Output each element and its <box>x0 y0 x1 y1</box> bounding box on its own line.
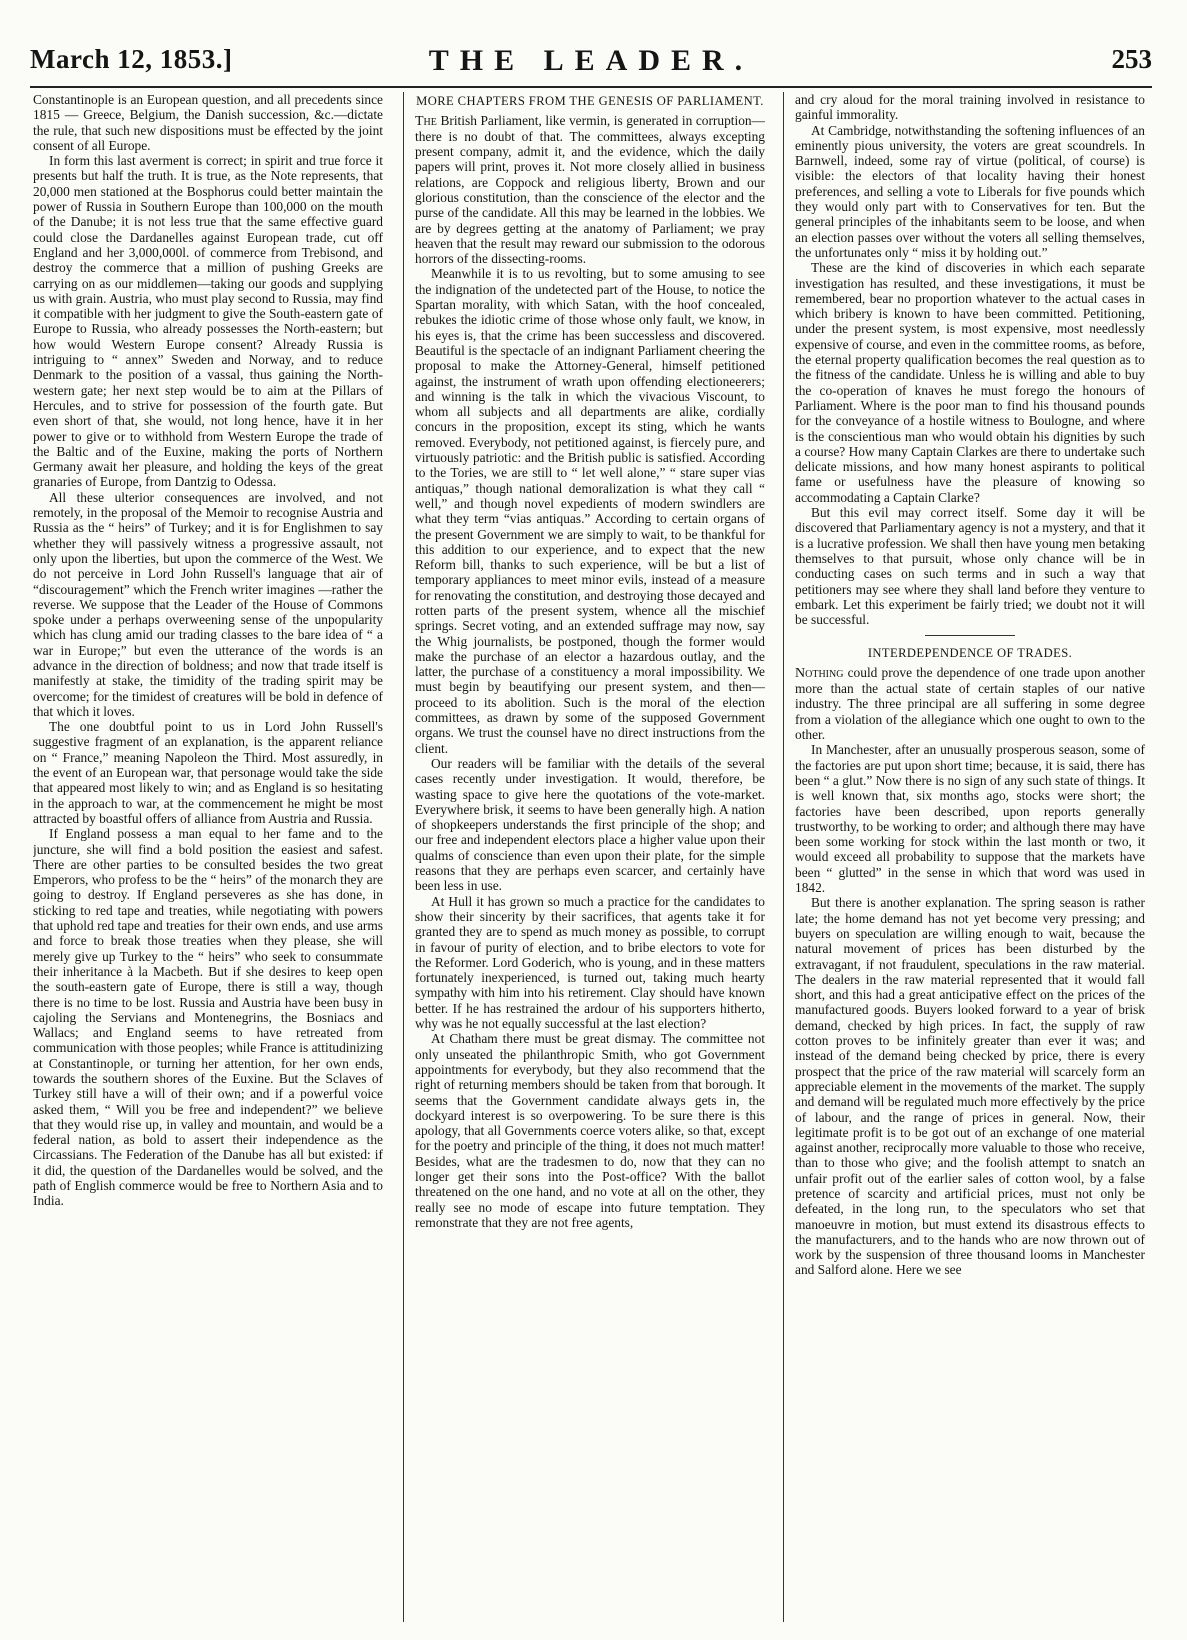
page-number: 253 <box>1111 44 1152 74</box>
paragraph: Meanwhile it is to us revolting, but to some amusing to see the indignation of the undetected part of the House, to notice the Spartan morality, with which Satan, with the hoof concealed, rebukes the idiotic crime of those whose only fault, we know, in his eyes is, that the crime has been successless and discovered. Beautiful is the spectacle of an indignant Parliament cheering the proposal to make the Attorney-General, himself petitioned against, the instrument of wrath upon offending electioneerers; and winning is the talk in which the vivacious Viscount, to whom all subjects and all departments are alike, cordially concurs in the proposition, except its sting, which he wants removed. Everybody, not petitioned against, is fiercely pure, and virtuously patriotic: and the British public is satisfied. According to the Tories, we are still to “ let well alone,” “ stare super vias antiquas,” though national demoralization is what they call “ well,” and though novel expedients of modern swindlers are what they term “vias antiquas.” According to certain organs of the present Government we are simply to wait, to be thankful for this addition to our experience, and to expect that the new Reform bill, thanks to such experience, will be but a list of temporary appliances to meet minor evils, instead of a measure for renovating the constitution, and destroying those decayed and rotten parts of the present system, whence all the mischief springs. Secret voting, and an extended suffrage may now, say the Whig journalists, be postponed, though the former would make the purchase of an elector a hazardous outlay, and the latter, the purchase of a constituency a moral impossibility. We must begin by beautifying our present system, and then—proceed to its abolition. Such is the moral of the election committees, as drawn by some of the supposed Government organs. We trust the counsel have no direct instructions from the client. <box>415 266 765 756</box>
issue-date: March 12, 1853.] <box>30 44 233 74</box>
article-end-rule <box>925 635 1015 636</box>
paragraph-text: British Parliament, like vermin, is generated in corruption—there is no doubt of that. The committees, always excepting present company, admit it, and the evidence, which the daily papers will print, proves it. Not more closely allied in business relations, are Coppock and religious liberty, Brown and our glorious constitution, than the conscience of the elector and the purse of the candidate. All this may be learned in the lobbies. We are by degrees getting at the anatomy of Parliament; we pray heaven that the result may reward our submission to the odorous horrors of the dissecting-rooms. <box>415 112 765 267</box>
article-heading: MORE CHAPTERS FROM THE GENESIS OF PARLIAMENT. <box>416 94 764 108</box>
masthead <box>30 44 1152 80</box>
paragraph: The one doubtful point to us in Lord John Russell's suggestive fragment of an explanation, is the apparent reliance on “ France,” meaning Napoleon the Third. Most assuredly, in the event of an European war, that personage would take the side that appeared most likely to win; and as England is so hesitating in the approach to war, at the commencement he might be most attracted by boastful offers of alliance from Austria and Russia. <box>33 719 383 826</box>
column-3 <box>795 92 1145 1622</box>
paragraph: At Chatham there must be great dismay. The committee not only unseated the philanthropic Smith, who got Government appointments for everybody, but they also recommend that the right of returning members should be taken from that borough. It seems that the Government candidate always gets in, the dockyard interest is so overpowering. To be sure there is this apology, that all Governments coerce voters alike, so that, except for the poetry and principle of the thing, it does not much matter! Besides, what are the tradesmen to do, now that they can no longer get their sons into the Post-office? With the ballot threatened on the one hand, and no vote at all on the other, they really see no mode of escape into future temptation. They remonstrate that they are not free agents, <box>415 1031 765 1230</box>
paragraph: In Manchester, after an unusually prosperous season, some of the factories are put upon short time; because, it is said, there has been “ a glut.” Now there is no sign of any such state of things. It is well known that, six months ago, stocks were short; the factories have been described, upon reports generally trustworthy, to be working to order; and although there may have been some working for stock within the last month or two, it would exceed all probability to suppose that the markets have been “ glutted” in the sense in which that word was used in 1842. <box>795 742 1145 896</box>
paragraph: These are the kind of discoveries in which each separate investigation has resulted, and these investigations, it must be remembered, bear no proportion whatever to the actual cases in which bribery is known to have been committed. Petitioning, under the present system, is most expensive, most needlessly expensive of course, and even in the committee rooms, as before, the eternal property qualification becomes the real question as to the fitness of the candidate. Unless he is willing and able to buy the co-operation of knaves he must forego the honours of Parliament. Where is the poor man to find his thousand pounds for the conveyance of a hostile witness to Boulogne, and where is the conscientious man who would obtain his dignities by such a course? How many Captain Clarkes are there to undertake such delicate missions, and how many honest aspirants to political fame or usefulness have the pleasure of knowing so accommodating a Captain Clarke? <box>795 260 1145 505</box>
paragraph: Constantinople is an European question, and all precedents since 1815 — Greece, Belgium, the Danish succession, &c.—dictate the rule, that such new dispositions must be effected by the joint consent of all Europe. <box>33 92 383 153</box>
paragraph: At Hull it has grown so much a practice for the candidates to show their sincerity by their sacrifices, that agents take it for granted they are to spend as much money as possible, to corrupt in favour of purity of election, and to bribe electors to vote for the Reformer. Lord Goderich, who is young, and in these matters fortunately inexperienced, is turned out, taking much hearty sympathy with him into his retirement. Clay should have known better. If he has restrained the ardour of his supporters hitherto, why was he not equally successful at the last election? <box>415 893 765 1032</box>
paragraph-text: could prove the dependence of one trade upon another more than the actual state of certain staples of our native industry. The three principal are all suffering in some degree from a violation of the allegiance which one ought to own to the other. <box>795 664 1145 743</box>
column-divider <box>403 92 404 1622</box>
lead-paragraph <box>795 665 1145 742</box>
paragraph: and cry aloud for the moral training involved in resistance to gainful immorality. <box>795 92 1145 123</box>
paragraph: Our readers will be familiar with the details of the several cases recently under investigation. It would, therefore, be wasting space to give here the quotations of the vote-market. Everywhere brisk, it seems to have been generally high. A nation of shopkeepers understands the first principle of the shop; and our free and independent electors place a higher value upon their qualms of conscience than even upon their plate, for the simple reasons that they are perhaps even scarcer, and certainly have been less in use. <box>415 755 765 894</box>
article-heading: INTERDEPENDENCE OF TRADES. <box>867 646 1073 661</box>
column-divider <box>783 92 784 1622</box>
header-rule <box>30 86 1152 88</box>
paragraph: All these ulterior consequences are involved, and not remotely, in the proposal of the Memoir to recognise Austria and Russia as the “ heirs” of Turkey; and it is for Englishmen to say whether they will passively witness a progressive assault, not only upon the liberties, but upon the commerce of the West. We do not perceive in Lord John Russell's language that air of “discouragement” which the French writer imagines —rather the reverse. We suppose that the Leader of the House of Commons spoke under a perhaps overweening sense of the unpopularity which has clung amid our trading classes to the bare idea of “ a war in Europe;” but even the utterance of the words is an advance in the direction of boldness; and now that trade itself is manifestly at stake, the timidity of the trading spirit may be overcome; for the timidest of creatures will be bold in defence of that which it loves. <box>33 489 383 719</box>
lead-word: Nothing <box>795 665 844 681</box>
paragraph: If England possess a man equal to her fame and to the juncture, she will find a bold position the easiest and safest. There are other parties to be consulted besides the two great Emperors, who profess to be the “ heirs” of the monarch they are going to destroy. If England perseveres as she has done, in sticking to red tape and treaties, while negotiating with powers that uphold red tape and treaties for their own ends, and use arms and force to break those treaties when they please, she will merely give up Turkey to the “ heirs” who seek to consummate their inheritance à la Macbeth. But if she desires to keep open the south-eastern gate of Europe, there is still a way, though there is no time to be lost. Russia and Austria have been busy in cajoling the Servians and Montenegrins, the Bosniacs and Wallacs; and England seems to have retreated from communication with those peoples; while France is attitudinizing at Constantinople, or turning her attention, for her own ends, towards the southern shores of the Euxine. But the Sclaves of Turkey still have a will of their own; and if a powerful voice asked them, “ Will you be free and independent?” we believe that they would rise up, in valley and mountain, and would be a federal nation, as bold to assert their independence as the Circassians. The Federation of the Danube has all but existed: if it did, the question of the Dardanelles would be solved, and the path of English commerce would be free to Northern Asia and to India. <box>33 826 383 1209</box>
lead-word: The <box>415 113 437 129</box>
lead-paragraph <box>415 113 765 267</box>
newspaper-title: THE LEADER. <box>428 44 754 77</box>
paragraph: At Cambridge, notwithstanding the softening influences of an eminently pious university, the voters are great scoundrels. In Barnwell, indeed, some ray of virtue (political, of course) is visible: the electors of that locality having their honest preferences, and selling a vote to Liberals for five pounds which they would only part with to Conservatives for ten. But the general principles of the inhabitants seem to be loose, and when an election passes over without the voters all selling themselves, the unfortunates only “ miss it by holding out.” <box>795 122 1145 260</box>
paragraph: But this evil may correct itself. Some day it will be discovered that Parliamentary agency is not a mystery, and that it is a lucrative profession. We shall then have young men betaking themselves to that pursuit, whose only chance will be in conducting cases on such terms and in such a way that petitioners may see where they shall land before they venture to embark. Let this experiment be fairly tried; we doubt not it will be successful. <box>795 505 1145 628</box>
paragraph: In form this last averment is correct; in spirit and true force it presents but half the truth. It is true, as the Note represents, that 20,000 men stationed at the Bosphorus could better maintain the power of Russia in Southern Europe than 100,000 on the mouth of the Danube; it is not less true that the same effective guard could close the Dardanelles against European trade, cut off England and her 3,000,000l. of commerce from Trebisond, and destroy the commerce that a million of pushing Greeks are carrying on as our middlemen—taking our goods and supplying us with grain. Austria, who must play second to Russia, may find it compatible with her judgment to give the South-eastern gate of Europe to Russia, who already possesses the North-eastern; but how would Western Europe consent? Already Russia is intriguing to “ annex” Sweden and Norway, and to reduce Denmark to the position of a vassal, thus gaining the North-western gate; her next step would be to aim at the Pillars of Hercules, and to strive for possession of the fourth gate. But even short of that, she would, not long hence, have it in her power to give or to withhold from Western Europe the trade of the Baltic and of the Euxine, making the ports of Northern Germany await her pleasure, and holding the keys of the great granaries of Europe, from Dantzig to Odessa. <box>33 153 383 490</box>
column-2 <box>415 92 765 1622</box>
paragraph: But there is another explanation. The spring season is rather late; the home demand has not yet become very pressing; and buyers on speculation are willing enough to wait, because the natural movement of prices has been disturbed by the extravagant, if not fraudulent, speculations in the raw material. The dealers in the raw material represented that it would fall short, and this had a great anticipative effect on the prices of the manufactured goods. Buyers looked forward to a year of brisk demand, checked by high prices. In fact, the supply of raw cotton proves to be infinitely greater than ever it was; and instead of the demand being checked by price, there is every prospect that the price of the raw material will scarcely form an appreciable element in the movements of the market. The supply and demand will be regulated much more effectively by the price of labour, and the range of prices in general. Now, their legitimate profit is to be got out of an exchange of one material against another, reciprocally more valuable to those who receive, than to those who give; and the foolish attempt to snatch an unfair profit out of the earlier sales of cotton wool, by a false pretence of scarcity and artificial prices, must not only be defeated, in the long run, to the speculators who set that manoeuvre in motion, but must extend its disastrous effects to the manufacturers, and to the hands who are now thrown out of work by the suspension of three thousand looms in Manchester and Salford alone. Here we see <box>795 895 1145 1278</box>
column-1 <box>33 92 383 1622</box>
